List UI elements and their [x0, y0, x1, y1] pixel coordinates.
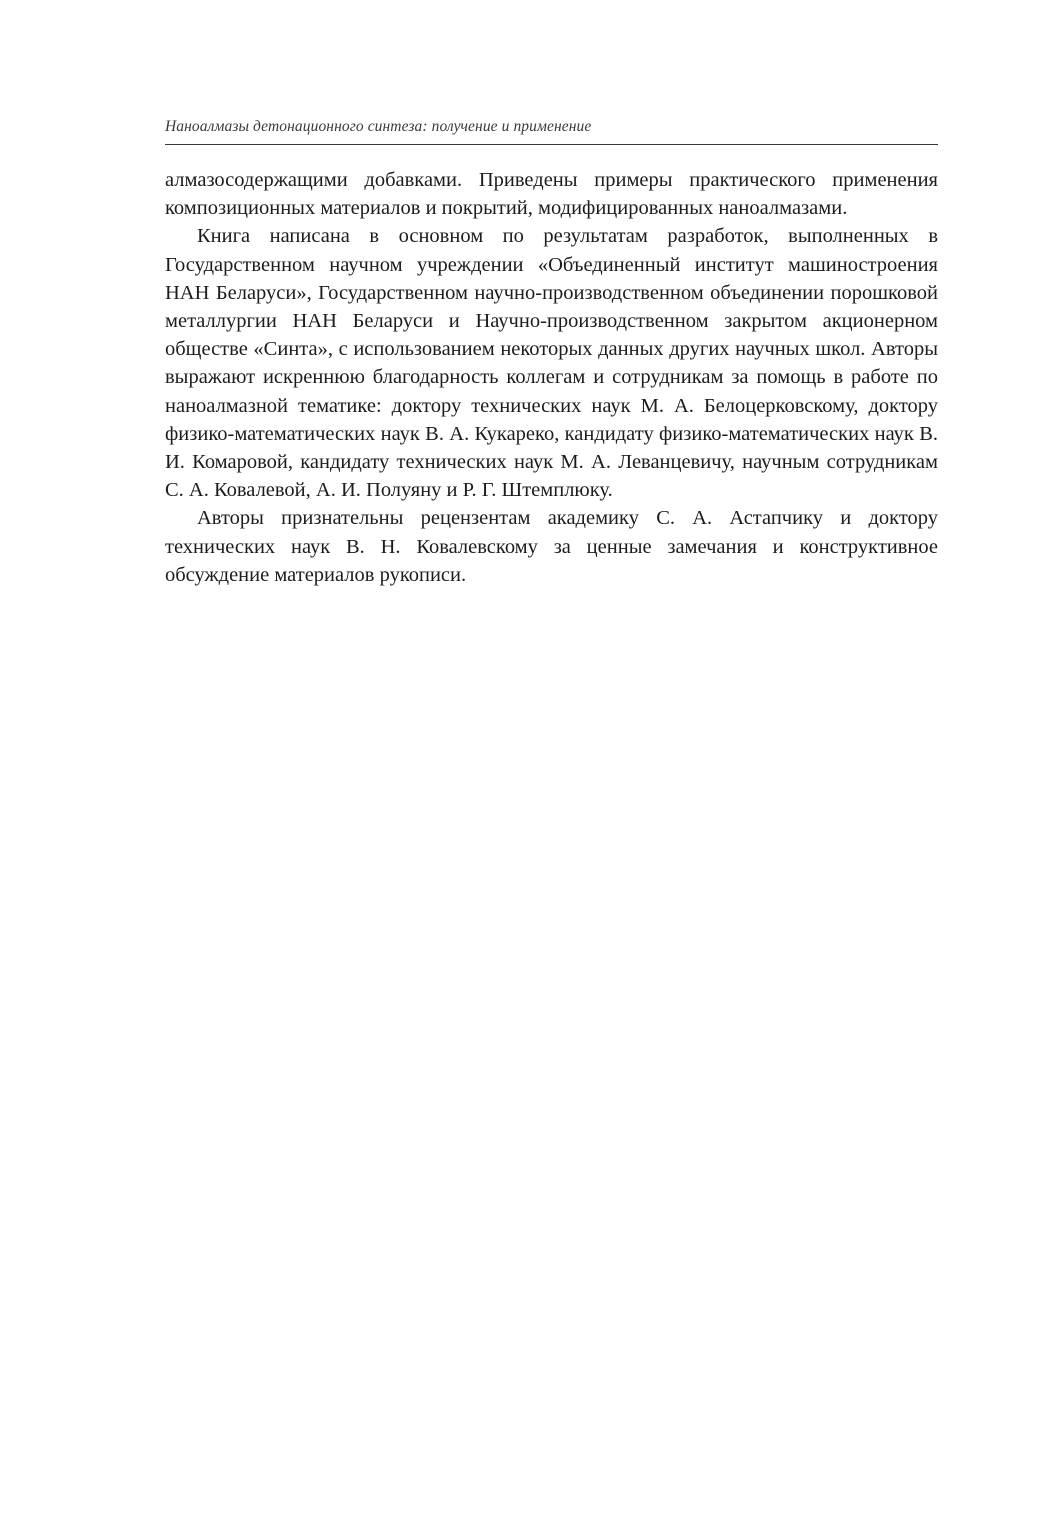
running-header-title: Наноалмазы детонационного синтеза: получение и применение [165, 118, 592, 135]
paragraph-continuation: алмазосодержащими добавками. Приведены примеры практического применения композиционных материалов и покрытий, модифицированных наноалмазами. [165, 169, 938, 220]
paragraph-acknowledgements: Книга написана в основном по результатам разработок, выполненных в Государственном научном учреждении «Объединенный институт машиностроения НАН Беларуси», Государственном научно-производственном объединении порошковой металлургии НАН Беларуси и Научно-производственном закрытом акционерном обществе «Синта», с использованием некоторых данных других научных школ. Авторы выражают искреннюю благодарность коллегам и сотрудникам за помощь в работе по наноалмазной тематике: доктору технических наук М. А. Белоцерковскому, доктору физико-математических наук В. А. Кукареко, кандидату физико-математических наук В. И. Комаровой, кандидату технических наук М. А. Леванцевичу, научным сотрудникам С. А. Ковалевой, А. И. Полуяну и Р. Г. Штемплюку. [165, 225, 938, 502]
header-divider [165, 144, 938, 145]
body-text [165, 166, 938, 589]
paragraph-reviewers: Авторы признательны рецензентам академику С. А. Астапчику и доктору технических наук В. Н. Ковалевскому за ценные замечания и конструктивное обсуждение материалов рукописи. [165, 507, 938, 586]
